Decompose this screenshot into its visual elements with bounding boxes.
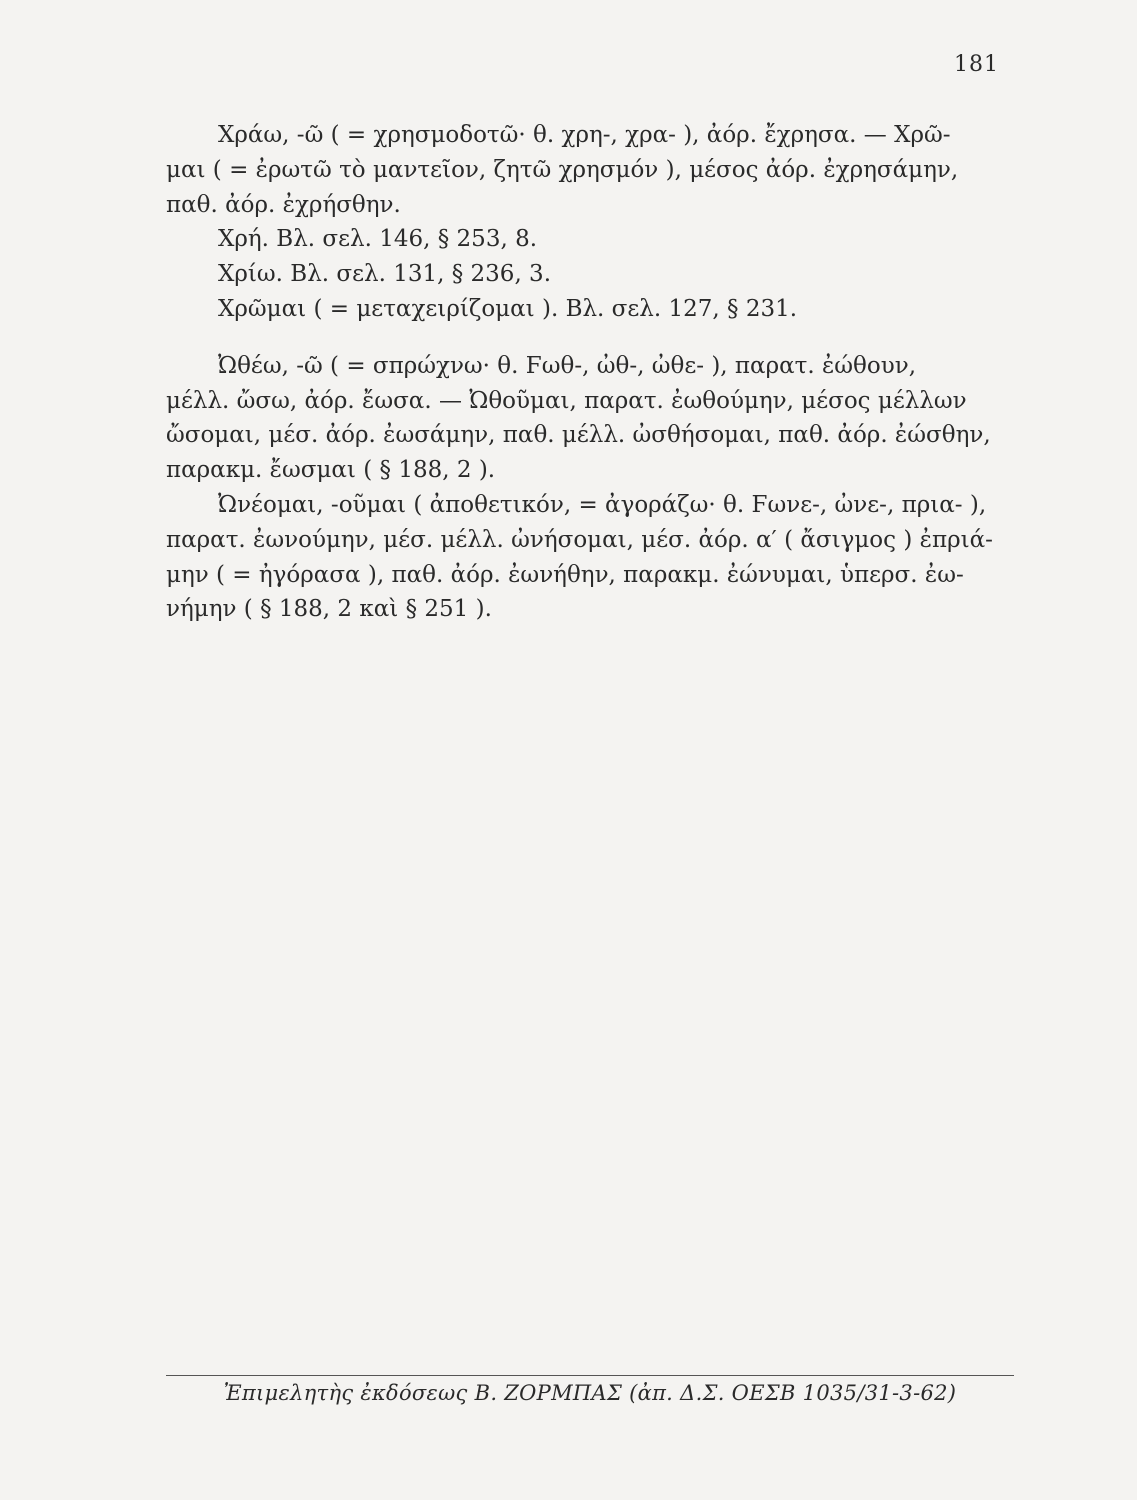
text-line: ὤσομαι, μέσ. ἀόρ. ἐωσάμην, παθ. μέλλ. ὠσθήσομαι, παθ. ἀόρ. ἐώσθην,	[166, 422, 991, 449]
text-line: Ὠθέω, -ῶ ( = σπρώχνω· θ. Ϝωθ-, ὠθ-, ὠθε- ), παρατ. ἐώθουν,	[218, 352, 917, 379]
footer-imprint: Ἐπιμελητὴς ἐκδόσεως Β. ΖΟΡΜΠΑΣ (ἀπ. Δ.Σ. ΟΕΣΒ 1035/31-3-62)	[223, 1381, 957, 1405]
text-line: μαι ( = ἐρωτῶ τὸ μαντεῖον, ζητῶ χρησμόν ), μέσος ἀόρ. ἐχρησάμην,	[166, 156, 959, 183]
text-line: νήμην ( § 188, 2 καὶ § 251 ).	[166, 596, 492, 623]
text-line: παθ. ἀόρ. ἐχρήσθην.	[166, 191, 401, 218]
entry-block-otheo	[166, 349, 1016, 627]
text-line: Χρῶμαι ( = μεταχειρίζομαι ). Βλ. σελ. 127, § 231.	[218, 295, 798, 322]
text-line: Χρή. Βλ. σελ. 146, § 253, 8.	[218, 226, 538, 253]
text-line: Ὠνέομαι, -οῦμαι ( ἀποθετικόν, = ἀγοράζω· θ. Ϝωνε-, ὠνε-, πρια- ),	[218, 491, 987, 518]
page-number: 181	[954, 52, 999, 77]
text-line: μην ( = ἠγόρασα ), παθ. ἀόρ. ἐωνήθην, παρακμ. ἐώνυμαι, ὑπερσ. ἐω-	[166, 561, 964, 588]
text-line: μέλλ. ὤσω, ἀόρ. ἔωσα. — Ὠθοῦμαι, παρατ. ἐωθούμην, μέσος μέλλων	[166, 387, 967, 414]
text-line: παρατ. ἐωνούμην, μέσ. μέλλ. ὠνήσομαι, μέσ. ἀόρ. α′ ( ἄσιγμος ) ἐπριά-	[166, 526, 993, 553]
text-line: Χρίω. Βλ. σελ. 131, § 236, 3.	[218, 261, 552, 288]
text-line: Χράω, -ῶ ( = χρησμοδοτῶ· θ. χρη-, χρα- ), ἀόρ. ἔχρησα. — Χρῶ-	[218, 122, 951, 148]
footer-divider	[166, 1375, 1014, 1376]
entry-block-chrao	[166, 118, 1016, 327]
text-line: παρακμ. ἔωσμαι ( § 188, 2 ).	[166, 457, 496, 484]
main-text	[166, 118, 1016, 627]
section-gap	[166, 327, 1016, 349]
